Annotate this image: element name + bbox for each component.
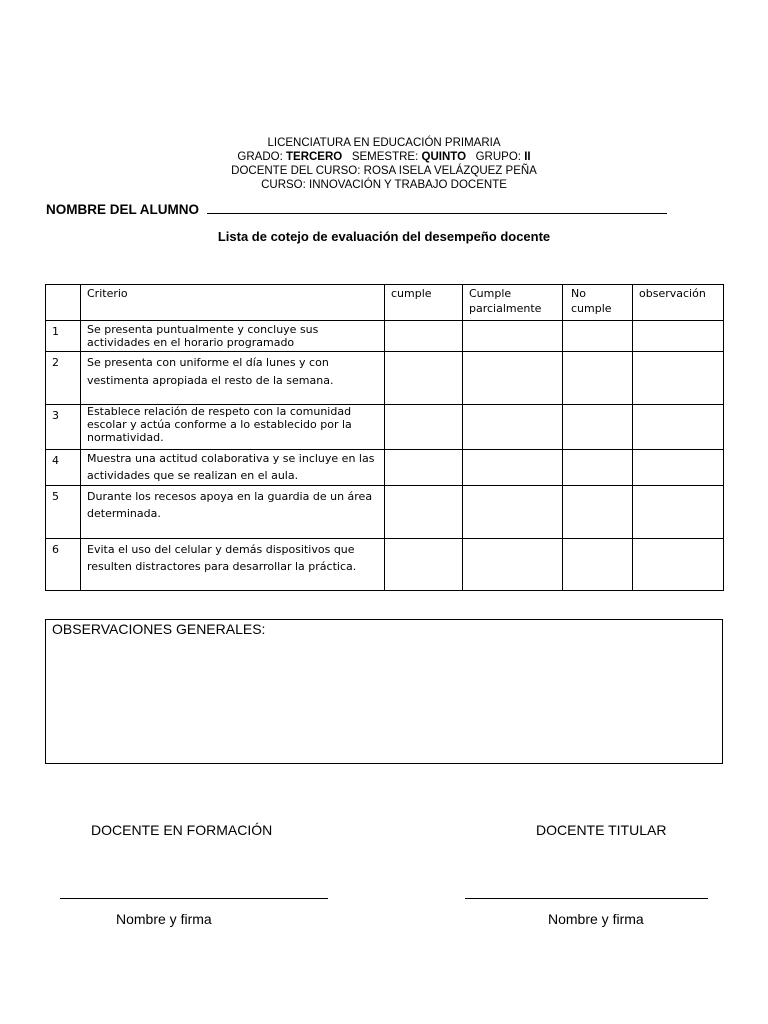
meets-cell[interactable] — [385, 539, 463, 591]
document-header — [0, 136, 768, 192]
not-meets-cell[interactable] — [563, 450, 633, 486]
table-row — [46, 321, 724, 352]
row-number: 3 — [46, 405, 81, 450]
table-row — [46, 450, 724, 486]
table-row — [46, 352, 724, 405]
row-number: 2 — [46, 352, 81, 405]
grade-value: TERCERO — [286, 151, 343, 163]
head-teacher-name-caption: Nombre y firma — [548, 911, 644, 927]
meets-cell[interactable] — [385, 405, 463, 450]
row-number: 5 — [46, 486, 81, 539]
observation-cell[interactable] — [633, 321, 724, 352]
not-meets-cell[interactable] — [563, 539, 633, 591]
header-observation: observación — [633, 285, 724, 321]
not-meets-cell[interactable] — [563, 486, 633, 539]
observation-cell[interactable] — [633, 486, 724, 539]
evaluation-checklist-table — [45, 284, 724, 591]
course-name: CURSO: INNOVACIÓN Y TRABAJO DOCENTE — [261, 179, 507, 191]
general-observations-box[interactable] — [45, 619, 723, 764]
grade-semester-group-line — [0, 150, 768, 164]
partial-cell[interactable] — [463, 450, 563, 486]
not-meets-cell[interactable] — [563, 352, 633, 405]
general-observations-label: OBSERVACIONES GENERALES: — [52, 621, 266, 637]
row-criterion: Durante los recesos apoya en la guardia de un área determinada. — [81, 486, 385, 539]
table-row — [46, 539, 724, 591]
row-criterion: Se presenta puntualmente y concluye sus actividades en el horario programado — [81, 321, 385, 352]
program-title: LICENCIATURA EN EDUCACIÓN PRIMARIA — [267, 137, 501, 149]
header-meets: cumple — [385, 285, 463, 321]
semester-label: SEMESTRE: — [351, 151, 419, 163]
group-value: II — [524, 151, 531, 163]
not-meets-cell[interactable] — [563, 321, 633, 352]
trainee-name-caption: Nombre y firma — [116, 911, 212, 927]
meets-cell[interactable] — [385, 450, 463, 486]
student-name-row — [46, 201, 667, 217]
observation-cell[interactable] — [633, 539, 724, 591]
trainee-signature-line[interactable] — [60, 898, 328, 899]
partial-cell[interactable] — [463, 405, 563, 450]
partial-cell[interactable] — [463, 539, 563, 591]
head-teacher-signature-line[interactable] — [465, 898, 708, 899]
group-label: GRUPO: — [475, 151, 521, 163]
observation-cell[interactable] — [633, 450, 724, 486]
grade-label: GRADO: — [237, 151, 283, 163]
meets-cell[interactable] — [385, 321, 463, 352]
row-number: 4 — [46, 450, 81, 486]
observation-cell[interactable] — [633, 405, 724, 450]
not-meets-cell[interactable] — [563, 405, 633, 450]
student-name-label: NOMBRE DEL ALUMNO — [46, 202, 199, 217]
header-not-meets: No cumple — [563, 285, 633, 321]
semester-value: QUINTO — [421, 151, 467, 163]
trainee-teacher-title: DOCENTE EN FORMACIÓN — [91, 822, 273, 838]
course-teacher: DOCENTE DEL CURSO: ROSA ISELA VELÁZQUEZ PEÑA — [231, 165, 537, 177]
head-teacher-title: DOCENTE TITULAR — [536, 822, 667, 838]
row-criterion: Se presenta con uniforme el día lunes y con vestimenta apropiada el resto de la semana. — [81, 352, 385, 405]
table-row — [46, 405, 724, 450]
partial-cell[interactable] — [463, 352, 563, 405]
observation-cell[interactable] — [633, 352, 724, 405]
header-partial: Cumple parcialmente — [463, 285, 563, 321]
header-number-cell — [46, 285, 81, 321]
table-row — [46, 486, 724, 539]
partial-cell[interactable] — [463, 486, 563, 539]
row-criterion: Muestra una actitud colaborativa y se incluye en las actividades que se realizan en el aula. — [81, 450, 385, 486]
row-criterion: Establece relación de respeto con la comunidad escolar y actúa conforme a lo establecido por la normatividad. — [81, 405, 385, 450]
checklist-title: Lista de cotejo de evaluación del desempeño docente — [217, 229, 551, 244]
row-number: 6 — [46, 539, 81, 591]
row-number: 1 — [46, 321, 81, 352]
table-header-row — [46, 285, 724, 321]
student-name-field[interactable] — [207, 201, 667, 214]
row-criterion: Evita el uso del celular y demás dispositivos que resulten distractores para desarrollar la práctica. — [81, 539, 385, 591]
meets-cell[interactable] — [385, 486, 463, 539]
meets-cell[interactable] — [385, 352, 463, 405]
header-criteria: Criterio — [81, 285, 385, 321]
partial-cell[interactable] — [463, 321, 563, 352]
